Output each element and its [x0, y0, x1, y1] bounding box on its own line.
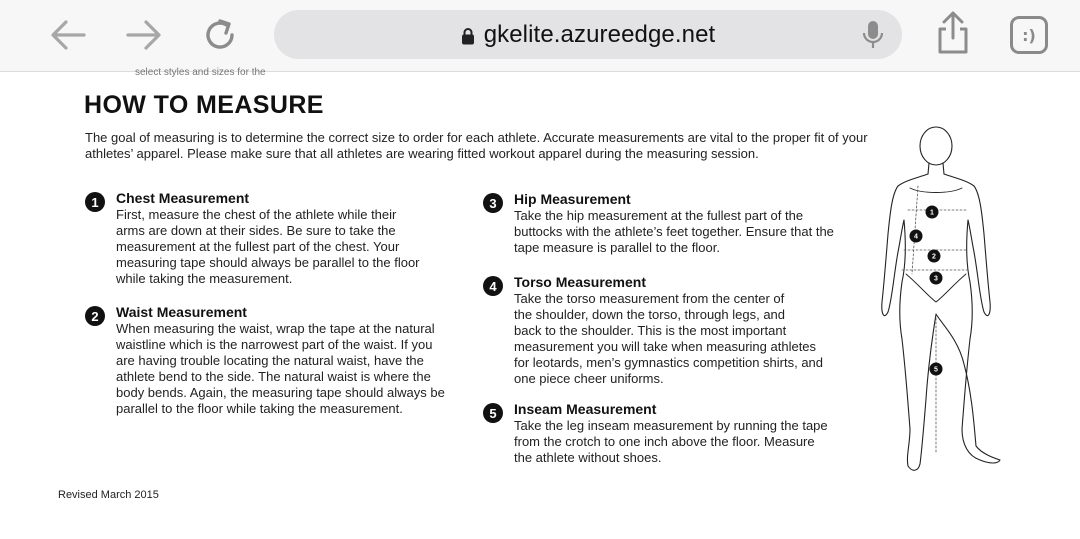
section-title: Hip Measurement [514, 191, 631, 207]
figure-marker: 5 [934, 366, 938, 374]
step-number-badge: 5 [483, 403, 503, 423]
step-number-badge: 4 [483, 276, 503, 296]
browser-toolbar [0, 0, 1080, 72]
tabs-menu-button[interactable] [1010, 16, 1048, 54]
section-body: When measuring the waist, wrap the tape at the natural waistline which is the narrowest part of the waist. If you are having trouble locating the natural waist, have the athlete bend to the side. The natural waist is where the body bends. Again, the measuring tape should always be parallel to the floor while taking the measurement. [116, 321, 445, 416]
cut-off-text-line: select styles and sizes for the [135, 67, 266, 78]
section-body: Take the torso measurement from the center of the shoulder, down the torso, through legs, and back to the shoulder. This is the most important measurement you will take when measuring athletes for leotards, men’s gymnastics competition shirts, and one piece cheer uniforms. [514, 291, 824, 386]
figure-marker: 2 [932, 253, 936, 261]
share-icon [930, 10, 976, 56]
section-title: Chest Measurement [116, 190, 250, 206]
smiley-icon: :) [1022, 25, 1036, 45]
address-bar[interactable] [274, 10, 902, 59]
revision-date: Revised March 2015 [58, 489, 159, 501]
microphone-icon[interactable] [860, 20, 886, 50]
intro-paragraph: The goal of measuring is to determine the correct size to order for each athlete. Accurate measurements are vital to the proper fit of your athletes’ apparel. Please make sure that all athletes are wearing fitted workout apparel during the measuring session. [85, 130, 868, 161]
step-number-badge: 3 [483, 193, 503, 213]
arrow-left-icon [48, 17, 88, 53]
url-text: gkelite.azureedge.net [483, 20, 716, 48]
section-title: Torso Measurement [514, 274, 646, 290]
section-body: Take the leg inseam measurement by running the tape from the crotch to one inch above the floor. Measure the athlete without shoes. [514, 418, 828, 465]
page-title: HOW TO MEASURE [84, 91, 324, 119]
section-body: Take the hip measurement at the fullest part of the buttocks with the athlete’s feet together. Ensure that the tape measure is parallel to the floor. [514, 208, 834, 255]
body-measurement-figure [872, 124, 1012, 479]
address-display [274, 10, 902, 59]
section-title: Inseam Measurement [514, 401, 657, 417]
figure-marker: 4 [914, 233, 918, 241]
figure-marker: 1 [930, 209, 934, 217]
reload-icon [201, 16, 239, 54]
section-body: First, measure the chest of the athlete while their arms are down at their sides. Be sure to take the measurement at the fullest part of the chest. Your measuring tape should always be parallel to the floor while taking the measurement. [116, 207, 420, 286]
arrow-right-icon [124, 17, 164, 53]
section-title: Waist Measurement [116, 304, 247, 320]
back-button[interactable] [46, 14, 90, 56]
step-number-badge: 2 [85, 306, 105, 326]
reload-button[interactable] [198, 14, 242, 56]
figure-marker: 3 [934, 275, 938, 283]
step-number-badge: 1 [85, 192, 105, 212]
forward-button[interactable] [122, 14, 166, 56]
lock-icon [461, 27, 475, 45]
share-button[interactable] [930, 10, 976, 56]
